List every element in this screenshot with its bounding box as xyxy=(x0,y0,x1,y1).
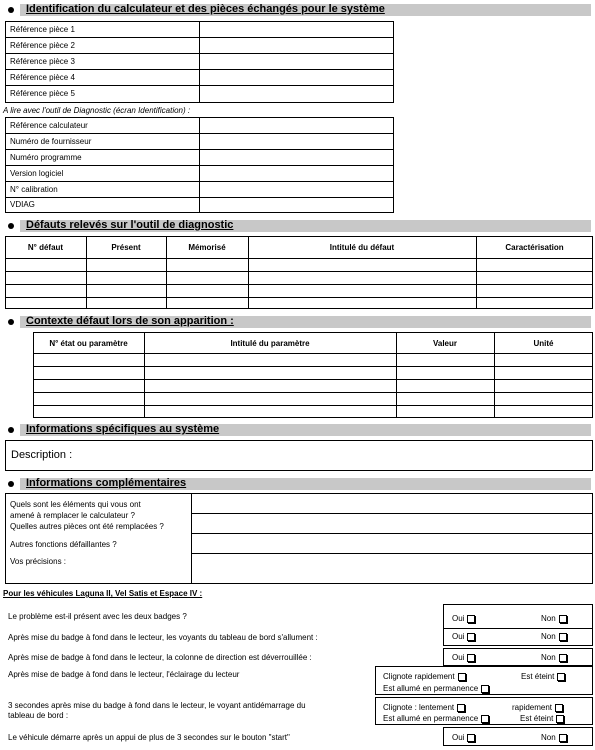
non-label: Non xyxy=(541,733,556,742)
option-label: rapidement xyxy=(512,703,553,712)
divider xyxy=(5,297,593,298)
option-label: Est éteint xyxy=(520,714,554,723)
section-contexte-header xyxy=(0,314,593,328)
divider xyxy=(33,379,593,380)
bullet-icon xyxy=(8,481,14,487)
question-colonne: Après mise de badge à fond dans le lecteur, la colonne de direction est déverrouillée : xyxy=(8,653,312,662)
description-box[interactable] xyxy=(5,440,593,471)
column-header: N° défaut xyxy=(27,243,64,252)
non-label: Non xyxy=(541,632,556,641)
checkbox-icon[interactable] xyxy=(458,673,466,681)
divider xyxy=(5,181,394,182)
non-option[interactable] xyxy=(541,632,567,641)
question-start: Le véhicule démarre après un appui de plus de 3 secondes sur le bouton "start" xyxy=(8,733,290,742)
option-label: Est éteint xyxy=(521,672,555,681)
checkbox-icon[interactable] xyxy=(556,715,564,723)
checkbox-icon[interactable] xyxy=(467,734,475,742)
section-defauts-header xyxy=(0,218,593,232)
option-label: Est allumé en permanence xyxy=(383,684,479,693)
clignote-rapidement-option[interactable] xyxy=(383,672,466,681)
checkbox-icon[interactable] xyxy=(559,633,567,641)
divider xyxy=(5,271,593,272)
oui-option[interactable] xyxy=(452,632,475,641)
divider xyxy=(5,149,394,150)
section-title: Informations complémentaires xyxy=(26,477,187,489)
section-title: Contexte défaut lors de son apparition : xyxy=(26,315,234,327)
question-label: Vos précisions : xyxy=(10,557,67,566)
divider xyxy=(5,133,394,134)
allume-permanence-option[interactable] xyxy=(383,714,489,723)
oui-label: Oui xyxy=(452,632,465,641)
question-eclairage: Après mise de badge à fond dans le lecteur, l'éclairage du lecteur xyxy=(8,670,240,679)
question-label: amené à remplacer le calculateur ? xyxy=(10,511,135,520)
part-label: Référence pièce 1 xyxy=(10,25,75,34)
column-header: Présent xyxy=(111,243,141,252)
divider xyxy=(33,353,593,354)
checkbox-icon[interactable] xyxy=(557,673,565,681)
oui-option[interactable] xyxy=(452,614,475,623)
question-label: Autres fonctions défaillantes ? xyxy=(10,540,117,549)
oui-label: Oui xyxy=(452,614,465,623)
section-identification-header xyxy=(0,2,593,16)
oui-label: Oui xyxy=(452,653,465,662)
diag-label: VDIAG xyxy=(10,200,35,209)
question-antidemarrage-line1: 3 secondes après mise du badge à fond dans le lecteur, le voyant antidémarrage du xyxy=(8,701,306,710)
checkbox-icon[interactable] xyxy=(555,704,563,712)
option-label: Clignote rapidement xyxy=(383,672,455,681)
section-title: Informations spécifiques au système xyxy=(26,423,220,435)
option-label: Clignote : lentement xyxy=(383,703,455,712)
bullet-icon xyxy=(8,7,14,13)
checkbox-icon[interactable] xyxy=(467,654,475,662)
diag-label: Numéro programme xyxy=(10,153,82,162)
divider xyxy=(33,405,593,406)
rapidement-option[interactable] xyxy=(512,703,563,712)
divider xyxy=(5,258,593,259)
checkbox-icon[interactable] xyxy=(467,615,475,623)
divider xyxy=(199,21,200,103)
oui-option[interactable] xyxy=(452,653,475,662)
divider xyxy=(191,513,593,514)
bullet-icon xyxy=(8,319,14,325)
option-label: Est allumé en permanence xyxy=(383,714,479,723)
divider xyxy=(5,197,394,198)
divider xyxy=(191,493,192,584)
checkbox-icon[interactable] xyxy=(481,715,489,723)
diag-label: N° calibration xyxy=(10,185,58,194)
divider xyxy=(5,85,394,86)
section-title: Défauts relevés sur l'outil de diagnostic xyxy=(26,219,234,231)
column-header: Caractérisation xyxy=(505,243,564,252)
clignote-lentement-option[interactable] xyxy=(383,703,465,712)
divider xyxy=(5,37,394,38)
divider xyxy=(33,366,593,367)
column-header: Unité xyxy=(533,339,554,348)
part-label: Référence pièce 2 xyxy=(10,41,75,50)
part-label: Référence pièce 5 xyxy=(10,89,75,98)
column-header: Intitulé du défaut xyxy=(329,243,395,252)
checkbox-icon[interactable] xyxy=(481,685,489,693)
checkbox-icon[interactable] xyxy=(559,654,567,662)
diag-label: Référence calculateur xyxy=(10,121,88,130)
est-eteint-option[interactable] xyxy=(521,672,565,681)
diag-label: Numéro de fournisseur xyxy=(10,137,92,146)
non-label: Non xyxy=(541,653,556,662)
question-antidemarrage-line2: tableau de bord : xyxy=(8,711,69,720)
checkbox-icon[interactable] xyxy=(559,734,567,742)
diag-label: Version logiciel xyxy=(10,169,64,178)
checkbox-icon[interactable] xyxy=(559,615,567,623)
non-option[interactable] xyxy=(541,653,567,662)
section-complementaires-header xyxy=(0,476,593,490)
divider xyxy=(5,165,394,166)
vehicles-title: Pour les véhicules Laguna II, Vel Satis et Espace IV : xyxy=(3,589,203,598)
divider xyxy=(5,284,593,285)
column-header: Mémorisé xyxy=(188,243,226,252)
divider xyxy=(33,392,593,393)
bullet-icon xyxy=(8,427,14,433)
divider xyxy=(191,553,593,554)
question-label: Quels sont les éléments qui vous ont xyxy=(10,500,141,509)
oui-option[interactable] xyxy=(452,733,475,742)
non-option[interactable] xyxy=(541,733,567,742)
non-option[interactable] xyxy=(541,614,567,623)
question-badges: Le problème est-il présent avec les deux badges ? xyxy=(8,612,187,621)
column-header: Valeur xyxy=(432,339,457,348)
question-label: Quelles autres pièces ont été remplacées ? xyxy=(10,522,164,531)
question-voyants: Après mise du badge à fond dans le lecteur, les voyants du tableau de bord s'allument : xyxy=(8,633,318,642)
column-header: Intitulé du paramètre xyxy=(230,339,310,348)
oui-label: Oui xyxy=(452,733,465,742)
bullet-icon xyxy=(8,223,14,229)
column-header: N° état ou paramètre xyxy=(49,339,128,348)
diag-note: A lire avec l'outil de Diagnostic (écran Identification) : xyxy=(3,106,191,115)
part-label: Référence pièce 3 xyxy=(10,57,75,66)
est-eteint-option[interactable] xyxy=(520,714,564,723)
divider xyxy=(5,69,394,70)
part-label: Référence pièce 4 xyxy=(10,73,75,82)
description-label: Description : xyxy=(11,449,73,461)
checkbox-icon[interactable] xyxy=(467,633,475,641)
section-specifiques-header xyxy=(0,422,593,436)
allume-permanence-option[interactable] xyxy=(383,684,489,693)
divider xyxy=(191,533,593,534)
checkbox-icon[interactable] xyxy=(457,704,465,712)
divider xyxy=(5,53,394,54)
non-label: Non xyxy=(541,614,556,623)
section-title: Identification du calculateur et des pièces échangés pour le système xyxy=(26,3,385,15)
